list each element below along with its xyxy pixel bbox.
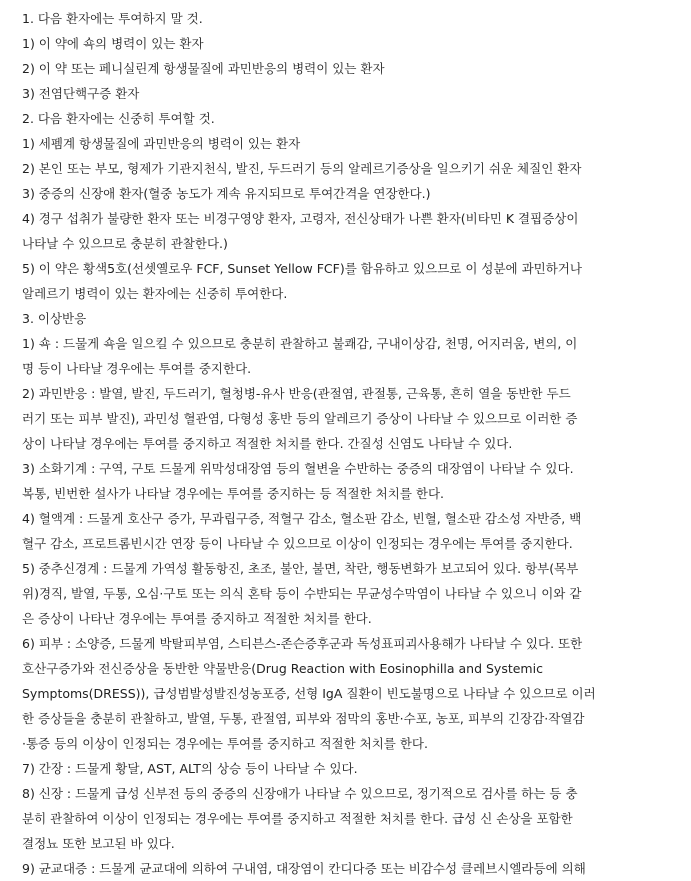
text-line: 2) 본인 또는 부모, 형제가 기관지천식, 발진, 두드러기 등의 알레르기증상을 일으키기 쉬운 체질인 환자 (22, 161, 582, 176)
text-line: 9) 균교대증 : 드물게 균교대에 의하여 구내염, 대장염이 칸디다증 또는 비감수성 클레브시엘라등에 의해 (22, 861, 586, 876)
text-line: 5) 중추신경계 : 드물게 가역성 활동항진, 초조, 불안, 불면, 착란, 행동변화가 보고되어 있다. 항부(목부 (22, 561, 579, 576)
text-line: ·통증 등의 이상이 인정되는 경우에는 투여를 중지하고 적절한 처치를 한다. (22, 736, 428, 751)
text-line: 2. 다음 환자에는 신중히 투여할 것. (22, 111, 215, 126)
text-line: 1. 다음 환자에는 투여하지 말 것. (22, 11, 203, 26)
text-line: 4) 경구 섭취가 불량한 환자 또는 비경구영양 환자, 고령자, 전신상태가 나쁜 환자(비타민 K 결핍증상이 (22, 211, 579, 226)
text-line: 한 증상들을 충분히 관찰하고, 발열, 두통, 관절염, 피부와 점막의 홍반·수포, 농포, 피부의 긴장감·작열감 (22, 711, 585, 726)
text-line: 호산구증가와 전신증상을 동반한 약물반응(Drug Reaction with Eosinophilla and Systemic (22, 661, 543, 676)
text-line: 결정뇨 또한 보고된 바 있다. (22, 836, 175, 851)
text-line: 6) 피부 : 소양증, 드물게 박탈피부염, 스티븐스-존슨증후군과 독성표피괴사용해가 나타날 수 있다. 또한 (22, 636, 583, 651)
text-line: 3. 이상반응 (22, 311, 87, 326)
text-line: 2) 이 약 또는 페니실린계 항생물질에 과민반응의 병력이 있는 환자 (22, 61, 385, 76)
text-line: 3) 소화기계 : 구역, 구토 드물게 위막성대장염 등의 혈변을 수반하는 중증의 대장염이 나타날 수 있다. (22, 461, 574, 476)
text-line: 알레르기 병력이 있는 환자에는 신중히 투여한다. (22, 286, 288, 301)
text-line: 2) 과민반응 : 발열, 발진, 두드러기, 혈청병-유사 반응(관절염, 관절통, 근육통, 흔히 열을 동반한 두드 (22, 386, 571, 401)
text-line: 은 증상이 나타난 경우에는 투여를 중지하고 적절한 처치를 한다. (22, 611, 372, 626)
text-line: 3) 전염단핵구증 환자 (22, 86, 140, 101)
text-line: 7) 간장 : 드물게 황달, AST, ALT의 상승 등이 나타날 수 있다. (22, 761, 358, 776)
text-line: 혈구 감소, 프로트롬빈시간 연장 등이 나타날 수 있으므로 이상이 인정되는 경우에는 투여를 중지한다. (22, 536, 573, 551)
text-line: 5) 이 약은 황색5호(선셋옐로우 FCF, Sunset Yellow FCF)를 함유하고 있으므로 이 성분에 과민하거나 (22, 261, 582, 276)
text-line: 복통, 빈번한 설사가 나타날 경우에는 투여를 중지하는 등 적절한 처치를 한다. (22, 486, 445, 501)
text-line: 8) 신장 : 드물게 급성 신부전 등의 중증의 신장애가 나타날 수 있으므로, 정기적으로 검사를 하는 등 충 (22, 786, 578, 801)
text-line: 4) 혈액계 : 드물게 호산구 증가, 무과립구증, 적혈구 감소, 혈소판 감소, 빈혈, 혈소판 감소성 자반증, 백 (22, 511, 582, 526)
text-line: 3) 중증의 신장애 환자(혈중 농도가 계속 유지되므로 투여간격을 연장한다.) (22, 186, 431, 201)
text-line: 러기 또는 피부 발진), 과민성 혈관염, 다형성 홍반 등의 알레르기 증상이 나타날 수 있으므로 이러한 증 (22, 411, 578, 426)
text-line: 위)경직, 발열, 두통, 오심·구토 또는 의식 혼탁 등이 수반되는 무균성수막염이 나타날 수 있으니 이와 같 (22, 586, 582, 601)
text-line: 1) 이 약에 쇽의 병력이 있는 환자 (22, 36, 204, 51)
text-line: 분히 관찰하여 이상이 인정되는 경우에는 투여를 중지하고 적절한 처치를 한다. 급성 신 손상을 포함한 (22, 811, 573, 826)
text-line: 1) 쇽 : 드물게 쇽을 일으킬 수 있으므로 충분히 관찰하고 불쾌감, 구내이상감, 천명, 어지러움, 변의, 이 (22, 336, 578, 351)
text-line: 1) 세펨계 항생물질에 과민반응의 병력이 있는 환자 (22, 136, 301, 151)
text-line: 상이 나타날 경우에는 투여를 중지하고 적절한 처치를 한다. 간질성 신염도 나타날 수 있다. (22, 436, 513, 451)
text-line: 나타날 수 있으므로 충분히 관찰한다.) (22, 236, 228, 251)
text-line: Symptoms(DRESS)), 급성범발성발진성농포증, 선형 IgA 질환이 빈도불명으로 나타날 수 있으므로 이러 (22, 686, 596, 701)
text-line: 명 등이 나타날 경우에는 투여를 중지한다. (22, 361, 252, 376)
